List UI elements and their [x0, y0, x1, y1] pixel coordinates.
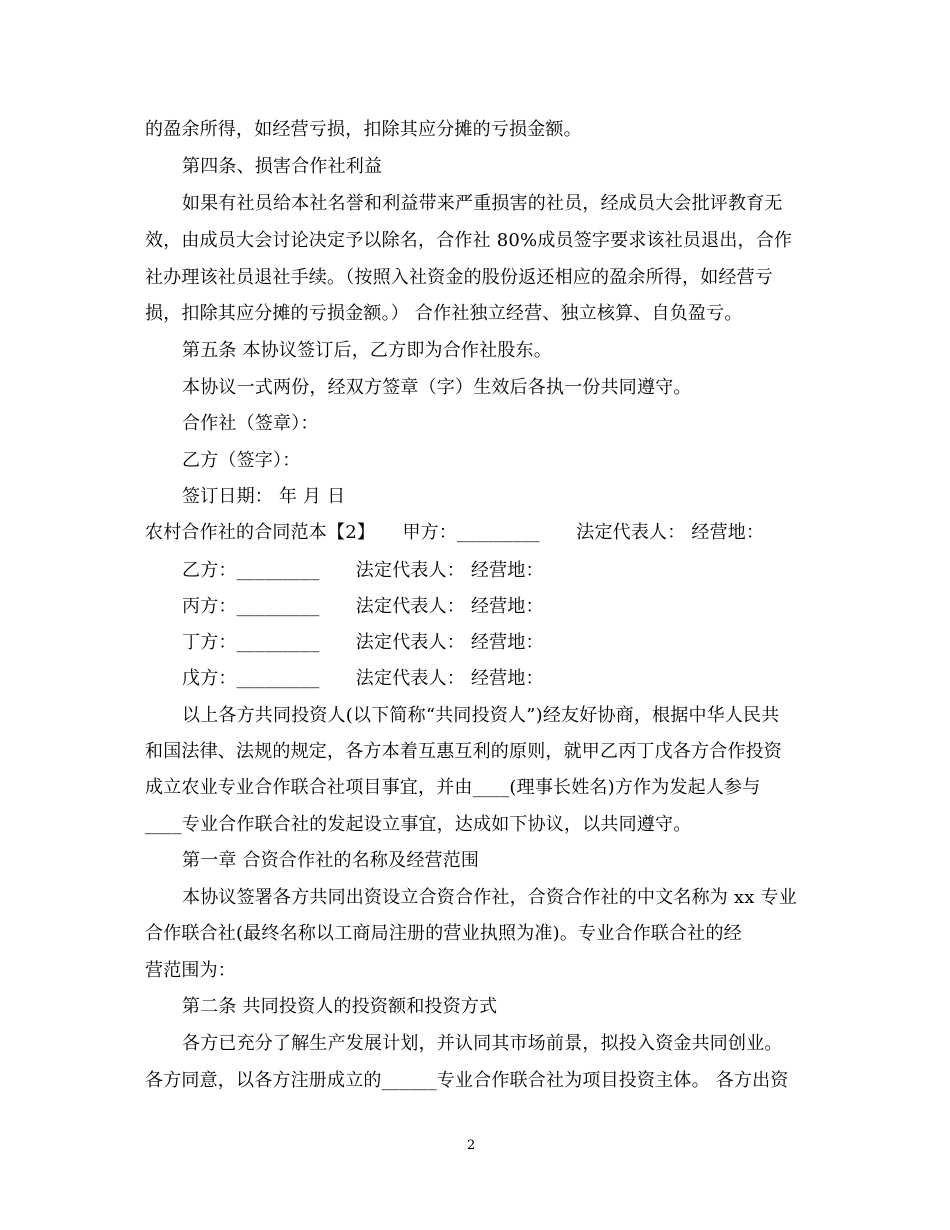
- text-line-1: 的盈余所得，如经营亏损，扣除其应分摊的亏损金额。: [145, 119, 582, 140]
- text-line-8: 本协议一式两份，经双方签章（字）生效后各执一份共同遵守。: [182, 377, 692, 398]
- section-heading-article-5: 第五条 本协议签订后，乙方即为合作社股东。: [182, 340, 552, 361]
- text-line-6: 损，扣除其应分摊的亏损金额。） 合作社独立经营、独立核算、自负盈亏。: [145, 303, 743, 324]
- text-line-26: 各方已充分了解生产发展计划，并认同其市场前景，拟投入资金共同创业。: [182, 1033, 783, 1054]
- text-line-17: 以上各方共同投资人(以下简称“共同投资人”)经友好协商，根据中华人民共: [182, 705, 780, 726]
- text-line-27: 各方同意，以各方注册成立的______专业合作联合社为项目投资主体。 各方出资: [145, 1070, 789, 1091]
- text-line-20: ____专业合作联合社的发起设立事宜，达成如下协议，以共同遵守。: [145, 814, 692, 835]
- party-e-line: 戊方：_________ 法定代表人： 经营地：: [182, 668, 544, 689]
- signature-line-cooperative: 合作社（签章）：: [182, 413, 319, 434]
- text-line-23: 合作联合社(最终名称以工商局注册的营业执照为准)。专业合作联合社的经: [145, 923, 742, 944]
- section-heading-article-2: 第二条 共同投资人的投资额和投资方式: [182, 996, 498, 1017]
- text-line-22: 本协议签署各方共同出资设立合资合作社，合资合作社的中文名称为 xx 专业: [182, 887, 797, 908]
- contract-template-heading: 农村合作社的合同范本【2】 甲方：_________ 法定代表人： 经营地：: [145, 522, 765, 543]
- section-heading-article-4: 第四条、损害合作社利益: [182, 156, 383, 177]
- text-line-24: 营范围为：: [145, 960, 236, 981]
- party-b-line: 乙方：_________ 法定代表人： 经营地：: [182, 560, 544, 581]
- text-line-19: 成立农业专业合作联合社项目事宜，并由____(理事长姓名)方作为发起人参与: [145, 777, 761, 798]
- signature-line-party-b: 乙方（签字）：: [182, 450, 301, 471]
- text-line-18: 和国法律、法规的规定，各方本着互惠互利的原则，就甲乙丙丁戊各方合作投资: [145, 741, 782, 762]
- signing-date-line: 签订日期： 年 月 日: [182, 486, 346, 507]
- party-d-line: 丁方：_________ 法定代表人： 经营地：: [182, 632, 544, 653]
- chapter-heading-1: 第一章 合资合作社的名称及经营范围: [182, 850, 480, 871]
- text-line-5: 社办理该社员退社手续。（按照入社资金的股份返还相应的盈余所得，如经营亏: [145, 267, 773, 288]
- page-number: 2: [467, 1138, 476, 1153]
- text-line-3: 如果有社员给本社名誉和利益带来严重损害的社员，经成员大会批评教育无: [182, 193, 783, 214]
- text-line-4: 效，由成员大会讨论决定予以除名，合作社 80%成员签字要求该社员退出，合作: [145, 230, 793, 251]
- party-c-line: 丙方：_________ 法定代表人： 经营地：: [182, 596, 544, 617]
